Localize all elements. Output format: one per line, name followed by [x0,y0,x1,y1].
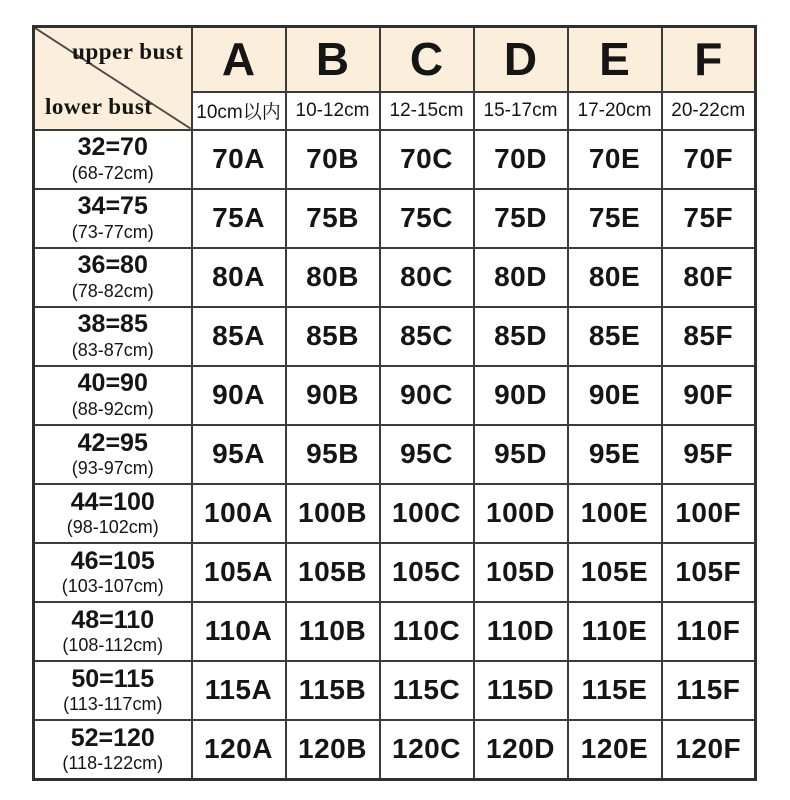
size-cell: 110A [192,602,286,661]
size-cell: 115F [662,661,756,720]
table-row [34,720,756,780]
table-row [34,189,756,248]
table-row [34,484,756,543]
row-size: 34=75 [77,192,148,221]
table-row [34,661,756,720]
table-row [34,425,756,484]
row-size: 48=110 [71,605,155,634]
corner-cell [34,27,192,130]
size-cell: 115E [568,661,662,720]
row-header [34,189,192,248]
size-cell: 110C [380,602,474,661]
size-cell: 80A [192,248,286,307]
size-cell: 70D [474,130,568,189]
size-cell: 85C [380,307,474,366]
size-cell: 100E [568,484,662,543]
size-cell: 95C [380,425,474,484]
table-row [34,366,756,425]
size-cell: 90A [192,366,286,425]
size-cell: 110D [474,602,568,661]
size-cell: 105D [474,543,568,602]
size-cell: 95F [662,425,756,484]
size-cell: 75E [568,189,662,248]
row-range: (78-82cm) [71,280,154,301]
table-row [34,248,756,307]
row-header [34,425,192,484]
size-cell: 85F [662,307,756,366]
table-row [34,543,756,602]
column-header-a: A [192,27,286,92]
size-cell: 100B [286,484,380,543]
size-cell: 100C [380,484,474,543]
size-cell: 110F [662,602,756,661]
size-cell: 100D [474,484,568,543]
size-cell: 120D [474,720,568,780]
size-cell: 85D [474,307,568,366]
table-row [34,602,756,661]
size-cell: 105F [662,543,756,602]
size-cell: 75C [380,189,474,248]
row-range: (118-122cm) [62,753,164,774]
column-range-e: 17-20cm [568,92,662,130]
column-range-d: 15-17cm [474,92,568,130]
size-cell: 115D [474,661,568,720]
row-header [34,602,192,661]
size-cell: 80D [474,248,568,307]
row-range: (73-77cm) [71,221,154,242]
column-header-c: C [380,27,474,92]
size-cell: 80C [380,248,474,307]
upper-bust-label: upper bust [72,39,184,64]
size-cell: 90F [662,366,756,425]
column-header-e: E [568,27,662,92]
size-cell: 90E [568,366,662,425]
size-cell: 120B [286,720,380,780]
row-size: 42=95 [77,428,148,457]
column-range-c: 12-15cm [380,92,474,130]
row-header [34,248,192,307]
size-cell: 105A [192,543,286,602]
size-cell: 115B [286,661,380,720]
table-row [34,307,756,366]
row-size: 36=80 [77,251,148,280]
size-cell: 70A [192,130,286,189]
row-size: 50=115 [71,664,155,693]
row-size: 52=120 [70,723,155,752]
size-cell: 105C [380,543,474,602]
row-header [34,366,192,425]
row-range: (88-92cm) [71,398,154,419]
size-table [32,25,757,781]
size-cell: 95B [286,425,380,484]
size-cell: 80B [286,248,380,307]
size-cell: 120E [568,720,662,780]
size-cell: 105B [286,543,380,602]
size-cell: 70E [568,130,662,189]
size-cell: 95D [474,425,568,484]
size-cell: 75D [474,189,568,248]
size-cell: 100F [662,484,756,543]
size-cell: 75B [286,189,380,248]
row-range: (93-97cm) [71,458,154,479]
size-cell: 85B [286,307,380,366]
size-cell: 90C [380,366,474,425]
size-cell: 115A [192,661,286,720]
column-range-b: 10-12cm [286,92,380,130]
size-cell: 75F [662,189,756,248]
row-range: (98-102cm) [66,517,159,538]
size-cell: 120C [380,720,474,780]
size-cell: 85E [568,307,662,366]
size-cell: 100A [192,484,286,543]
row-size: 40=90 [77,369,148,398]
lower-bust-label: lower bust [45,93,153,119]
row-header [34,130,192,189]
column-range-a: 10cm以内 [192,92,286,130]
table-row [34,130,756,189]
row-range: (103-107cm) [61,576,164,597]
row-range: (83-87cm) [71,339,154,360]
row-size: 32=70 [77,133,148,162]
row-range: (108-112cm) [62,635,164,656]
size-cell: 120A [192,720,286,780]
size-cell: 80F [662,248,756,307]
row-header [34,307,192,366]
size-cell: 105E [568,543,662,602]
size-cell: 75A [192,189,286,248]
size-cell: 115C [380,661,474,720]
size-cell: 70C [380,130,474,189]
size-cell: 70B [286,130,380,189]
row-header [34,661,192,720]
column-header-b: B [286,27,380,92]
row-range: (113-117cm) [63,694,163,715]
size-cell: 70F [662,130,756,189]
size-cell: 95E [568,425,662,484]
cup-letter-row [34,27,756,92]
size-cell: 90B [286,366,380,425]
row-size: 38=85 [77,310,148,339]
column-header-d: D [474,27,568,92]
column-range-f: 20-22cm [662,92,756,130]
size-cell: 85A [192,307,286,366]
row-size: 44=100 [70,487,155,516]
row-header [34,484,192,543]
size-cell: 110E [568,602,662,661]
size-cell: 120F [662,720,756,780]
row-range: (68-72cm) [71,162,154,183]
size-cell: 90D [474,366,568,425]
size-cell: 110B [286,602,380,661]
size-cell: 95A [192,425,286,484]
row-header [34,720,192,780]
size-cell: 80E [568,248,662,307]
row-size: 46=105 [70,546,155,575]
column-header-f: F [662,27,756,92]
row-header [34,543,192,602]
